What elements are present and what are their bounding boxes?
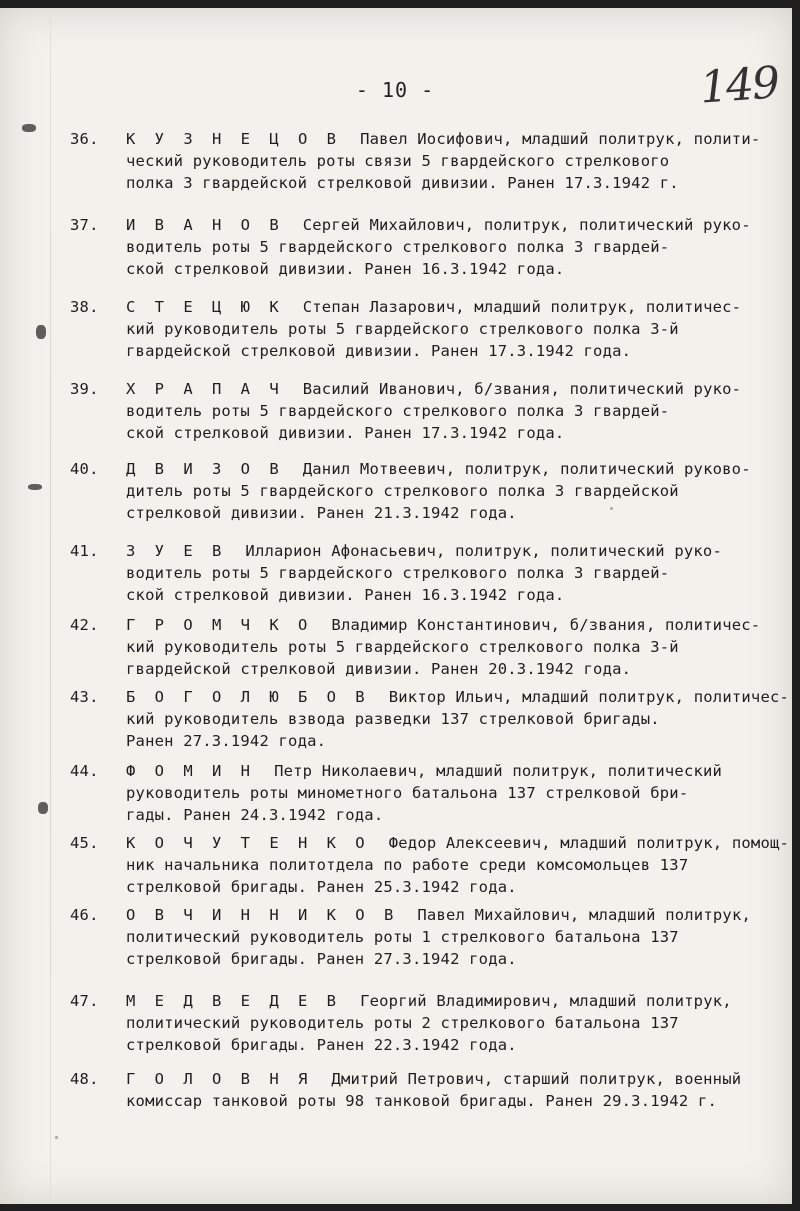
entry-text-line: кий руководитель роты 5 гвардейского стрелкового полка 3-й: [126, 638, 679, 656]
entry-text-line: Данил Мотвеевич, политрук, политический руково-: [302, 460, 751, 478]
entry-text-line: ческий руководитель роты связи 5 гвардейского стрелкового: [126, 152, 670, 170]
entry-text-line: ской стрелковой дивизии. Ранен 16.3.1942 года.: [126, 260, 565, 278]
entry-text-line: Петр Николаевич, младший политрук, политический: [274, 762, 723, 780]
entry-text-line: стрелковой бригады. Ранен 27.3.1942 года.: [126, 950, 517, 968]
entry-text-line: руководитель роты минометного батальона 137 стрелковой бри-: [126, 784, 689, 802]
entry-surname: Б О Г О Л Ю Б О В: [126, 688, 370, 706]
list-entry: [70, 296, 782, 362]
scan-border-bottom: [0, 1204, 800, 1211]
entry-number: 44.: [70, 762, 99, 780]
entry-surname: К У З Н Е Ц О В: [126, 130, 341, 148]
entry-number: 36.: [70, 130, 99, 148]
entry-text-line: политический руководитель роты 1 стрелкового батальона 137: [126, 928, 679, 946]
entry-surname: С Т Е Ц Ю К: [126, 298, 284, 316]
entry-text-line: водитель роты 5 гвардейского стрелкового полка 3 гвардей-: [126, 402, 670, 420]
entry-surname: М Е Д В Е Д Е В: [126, 992, 341, 1010]
entry-text-line: Степан Лазарович, младший политрук, политичес-: [302, 298, 742, 316]
list-entry: [70, 832, 790, 898]
entry-text-line: Сергей Михайлович, политрук, политический руко-: [302, 216, 751, 234]
entry-number: 40.: [70, 460, 99, 478]
list-entry: [70, 540, 782, 606]
page-number: - 10 -: [355, 78, 435, 102]
paper-speck: [55, 1136, 58, 1139]
entry-text-line: Павел Михайлович, младший политрук,: [417, 906, 752, 924]
entry-surname: Д В И З О В: [126, 460, 284, 478]
entry-text-line: Владимир Константинович, б/звания, политичес-: [331, 616, 761, 634]
entry-number: 38.: [70, 298, 99, 316]
list-entry: [70, 378, 782, 444]
binder-hole-mark: [36, 325, 46, 339]
entry-text-line: комиссар танковой роты 98 танковой бригады. Ранен 29.3.1942 г.: [126, 1092, 717, 1110]
entry-text-line: гвардейской стрелковой дивизии. Ранен 17.3.1942 года.: [126, 342, 632, 360]
entry-text-line: Виктор Ильич, младший политрук, политичес-: [388, 688, 790, 706]
list-entry: [70, 214, 782, 280]
list-entry: [70, 458, 782, 524]
entry-number: 39.: [70, 380, 99, 398]
scan-border-top: [0, 0, 800, 8]
entry-number: 41.: [70, 542, 99, 560]
entry-text-line: Дмитрий Петрович, старший политрук, военный: [331, 1070, 742, 1088]
list-entry: [70, 990, 782, 1056]
binder-hole-mark: [28, 484, 42, 490]
entry-text-line: Василий Иванович, б/звания, политический руко-: [302, 380, 742, 398]
list-entry: [70, 686, 790, 752]
entry-text-line: стрелковой бригады. Ранен 22.3.1942 года.: [126, 1036, 517, 1054]
page-fold-line: [50, 8, 51, 1204]
entry-text-line: гвардейской стрелковой дивизии. Ранен 20.3.1942 года.: [126, 660, 632, 678]
entry-surname: Г Р О М Ч К О: [126, 616, 313, 634]
entry-surname: З У Е В: [126, 542, 227, 560]
list-entry: [70, 760, 782, 826]
entry-text-line: кий руководитель роты 5 гвардейского стрелкового полка 3-й: [126, 320, 679, 338]
entry-number: 45.: [70, 834, 99, 852]
entry-text-line: полка 3 гвардейской стрелковой дивизии. Ранен 17.3.1942 г.: [126, 174, 679, 192]
entry-text-line: кий руководитель взвода разведки 137 стрелковой бригады.: [126, 710, 660, 728]
entry-text-line: Федор Алексеевич, младший политрук, помощ-: [388, 834, 790, 852]
entry-text-line: Ранен 27.3.1942 года.: [126, 732, 327, 750]
scan-border-right: [792, 0, 800, 1211]
entry-number: 43.: [70, 688, 99, 706]
entry-text-line: водитель роты 5 гвардейского стрелкового полка 3 гвардей-: [126, 564, 670, 582]
entry-text-line: гады. Ранен 24.3.1942 года.: [126, 806, 384, 824]
entry-text-line: стрелковой дивизии. Ранен 21.3.1942 года.: [126, 504, 517, 522]
entry-text-line: ской стрелковой дивизии. Ранен 16.3.1942 года.: [126, 586, 565, 604]
list-entry: [70, 614, 782, 680]
entry-text-line: Павел Иосифович, младший политрук, полити-: [360, 130, 761, 148]
entry-text-line: Илларион Афонасьевич, политрук, политический руко-: [245, 542, 722, 560]
entry-text-line: ник начальника политотдела по работе среди комсомольцев 137: [126, 856, 689, 874]
entry-text-line: стрелковой бригады. Ранен 25.3.1942 года.: [126, 878, 517, 896]
entry-text-line: политический руководитель роты 2 стрелкового батальона 137: [126, 1014, 679, 1032]
entry-number: 48.: [70, 1070, 99, 1088]
list-entry: [70, 904, 782, 970]
binder-hole-mark: [22, 124, 36, 132]
entry-surname: К О Ч У Т Е Н К О: [126, 834, 370, 852]
entry-number: 46.: [70, 906, 99, 924]
entry-surname: Г О Л О В Н Я: [126, 1070, 313, 1088]
binder-hole-mark: [38, 802, 48, 814]
handwritten-archive-number: 149: [698, 57, 780, 114]
entry-number: 47.: [70, 992, 99, 1010]
list-entry: [70, 128, 782, 194]
entry-number: 42.: [70, 616, 99, 634]
entry-text-line: водитель роты 5 гвардейского стрелкового полка 3 гвардей-: [126, 238, 670, 256]
entry-text-line: дитель роты 5 гвардейского стрелкового полка 3 гвардейской: [126, 482, 679, 500]
entry-text-line: ской стрелковой дивизии. Ранен 17.3.1942 года.: [126, 424, 565, 442]
entry-surname: Х Р А П А Ч: [126, 380, 284, 398]
entry-text-line: Георгий Владимирович, младший политрук,: [360, 992, 732, 1010]
list-entry: [70, 1068, 782, 1112]
entry-number: 37.: [70, 216, 99, 234]
entry-surname: Ф О М И Н: [126, 762, 255, 780]
entry-surname: О В Ч И Н Н И К О В: [126, 906, 399, 924]
entry-surname: И В А Н О В: [126, 216, 284, 234]
